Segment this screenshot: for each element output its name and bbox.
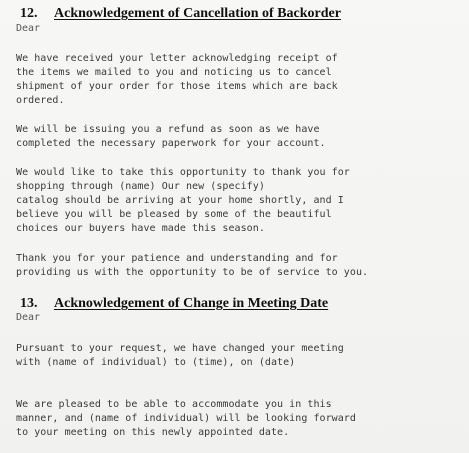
section-12-salutation: Dear: [16, 23, 41, 34]
section-13-paragraph-2: [16, 398, 468, 440]
section-12-paragraph-2: [16, 123, 468, 151]
section-12-paragraph-3: [16, 166, 468, 236]
text-line: choices our buyers have made this season.: [16, 223, 265, 234]
text-line: manner, and (name of individual) will be looking forward: [16, 413, 356, 424]
text-line: Thank you for your patience and understanding and for: [16, 253, 338, 264]
section-13-title: Acknowledgement of Change in Meeting Date: [54, 296, 329, 311]
text-line: shopping through (name) Our new (specify): [16, 181, 265, 192]
text-line: with (name of individual) to (time), on (date): [16, 357, 296, 368]
text-line: the items we mailed to you and noticing us to cancel: [16, 67, 332, 78]
section-13-paragraph-1: [16, 342, 468, 370]
text-line: providing us with the opportunity to be of service to you.: [16, 267, 369, 278]
text-line: believe you will be pleased by some of the beautiful: [16, 209, 332, 220]
text-line: to your meeting on this newly appointed date.: [16, 427, 290, 438]
text-line: shipment of your order for those items which are back: [16, 81, 338, 92]
text-line: completed the necessary paperwork for your account.: [16, 138, 326, 149]
text-line: Pursuant to your request, we have changed your meeting: [16, 343, 344, 354]
section-13-heading: [20, 296, 328, 312]
text-line: We are pleased to be able to accommodate you in this: [16, 399, 332, 410]
section-12-heading: [20, 6, 341, 22]
section-13-number: 13.: [20, 296, 38, 311]
text-line: We will be issuing you a refund as soon as we have: [16, 124, 320, 135]
text-line: ordered.: [16, 95, 65, 106]
section-12-paragraph-1: [16, 52, 468, 108]
section-12-paragraph-4: [16, 252, 468, 280]
text-line: We have received your letter acknowledging receipt of: [16, 53, 338, 64]
text-line: catalog should be arriving at your home shortly, and I: [16, 195, 344, 206]
section-12-title: Acknowledgement of Cancellation of Backorder: [54, 6, 341, 21]
section-13-salutation: Dear: [16, 312, 41, 323]
section-12-number: 12.: [20, 6, 38, 21]
text-line: We would like to take this opportunity to thank you for: [16, 167, 350, 178]
